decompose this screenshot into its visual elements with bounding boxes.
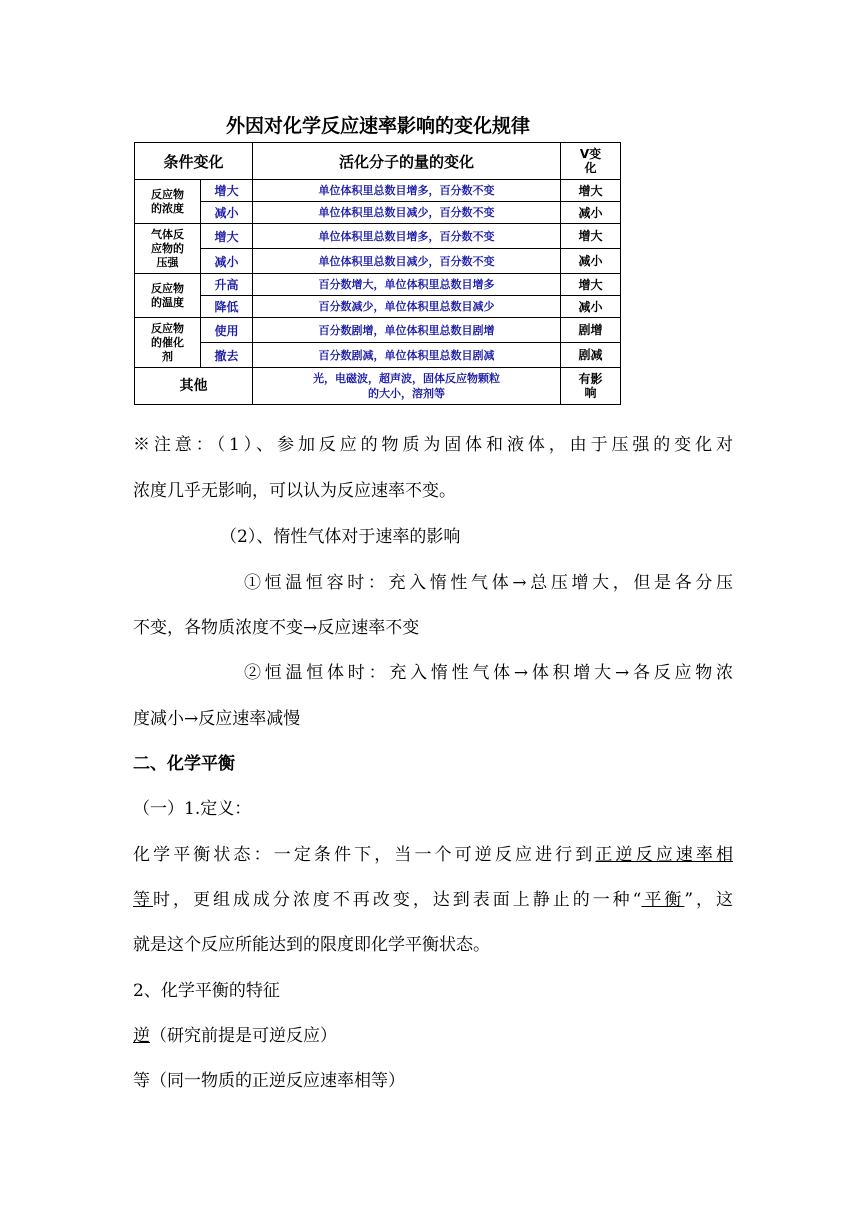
desc-cell: 单位体积里总数目增多，百分数不变 [253, 224, 561, 249]
desc-cell: 百分数减少，单位体积里总数目减少 [253, 296, 561, 318]
note2-item1-line1: ①恒温恒容时：充入惰性气体→总压增大，但是各分压 [244, 573, 733, 593]
desc-cell: 百分数剧减，单位体积里总数目剧减 [253, 343, 561, 368]
note2-item2-line1: ②恒温恒体时：充入惰性气体→体积增大→各反应物浓 [244, 663, 733, 683]
v-cell: 增大 [561, 224, 621, 249]
group-pressure: 气体反 应物的 压强 [135, 224, 201, 274]
note1-line1: ※注意：（1）、参加反应的物质为固体和液体，由于压强的变化对 [133, 435, 733, 455]
change-cell: 增大 [201, 180, 253, 202]
change-cell: 升高 [201, 274, 253, 296]
feature-1: 逆（研究前提是可逆反应） [133, 1026, 337, 1046]
table-row-other [135, 368, 621, 405]
change-cell: 降低 [201, 296, 253, 318]
underline-text: 逆 [133, 1026, 150, 1046]
group-temperature: 反应物 的温度 [135, 274, 201, 318]
v-cell: 剧减 [561, 343, 621, 368]
features-heading: 2、化学平衡的特征 [133, 981, 280, 1001]
note2-item2-line2: 度减小→反应速率减慢 [133, 709, 301, 729]
header-condition: 条件变化 [135, 143, 253, 180]
desc-cell: 单位体积里总数目增多，百分数不变 [253, 180, 561, 202]
definition-line2: 等时，更组成成分浓度不再改变，达到表面上静止的一种“平衡”，这 [133, 890, 734, 910]
change-cell: 减小 [201, 249, 253, 274]
header-molecules: 活化分子的量的变化 [253, 143, 561, 180]
table-row [135, 202, 621, 224]
change-cell: 增大 [201, 224, 253, 249]
desc-cell: 单位体积里总数目减少，百分数不变 [253, 249, 561, 274]
desc-cell: 百分数增大，单位体积里总数目增多 [253, 274, 561, 296]
feature-2: 等（同一物质的正逆反应速率相等） [133, 1071, 405, 1091]
section-heading: 二、化学平衡 [133, 754, 235, 774]
definition-heading: （一）1.定义： [133, 799, 252, 819]
table-header-row [135, 143, 621, 180]
v-cell: 增大 [561, 180, 621, 202]
desc-cell: 单位体积里总数目减少，百分数不变 [253, 202, 561, 224]
table-row [135, 343, 621, 368]
change-cell: 减小 [201, 202, 253, 224]
table-row [135, 249, 621, 274]
group-concentration: 反应物 的浓度 [135, 180, 201, 224]
rate-factors-table [134, 142, 621, 405]
underline-text: 正逆反应速率相 [595, 845, 734, 865]
table-row [135, 318, 621, 343]
change-cell: 使用 [201, 318, 253, 343]
underline-text: 等 [133, 890, 153, 910]
change-cell: 撤去 [201, 343, 253, 368]
table-row [135, 296, 621, 318]
desc-cell: 百分数剧增，单位体积里总数目剧增 [253, 318, 561, 343]
table-row [135, 274, 621, 296]
v-cell: 剧增 [561, 318, 621, 343]
header-v: V变 化 [561, 143, 621, 180]
note2-item1-line2: 不变，各物质浓度不变→反应速率不变 [133, 618, 420, 638]
other-v: 有影 响 [561, 368, 621, 405]
v-cell: 增大 [561, 274, 621, 296]
definition-line3: 就是这个反应所能达到的限度即化学平衡状态。 [133, 935, 490, 955]
other-desc: 光，电磁波，超声波，固体反应物颗粒 的大小，溶剂等 [253, 368, 561, 405]
v-cell: 减小 [561, 249, 621, 274]
note2-heading: （2）、惰性气体对于速率的影响 [220, 527, 461, 547]
v-cell: 减小 [561, 296, 621, 318]
note1-line2: 浓度几乎无影响，可以认为反应速率不变。 [133, 481, 456, 501]
other-label: 其他 [135, 368, 253, 405]
table-title: 外因对化学反应速率影响的变化规律 [225, 115, 530, 137]
table-row [135, 180, 621, 202]
group-catalyst: 反应物 的催化 剂 [135, 318, 201, 368]
rate-factors-table-figure [134, 110, 622, 408]
definition-line1: 化学平衡状态：一定条件下，当一个可逆反应进行到正逆反应速率相 [133, 845, 734, 865]
underline-text: 平衡 [641, 890, 685, 910]
v-cell: 减小 [561, 202, 621, 224]
table-row [135, 224, 621, 249]
